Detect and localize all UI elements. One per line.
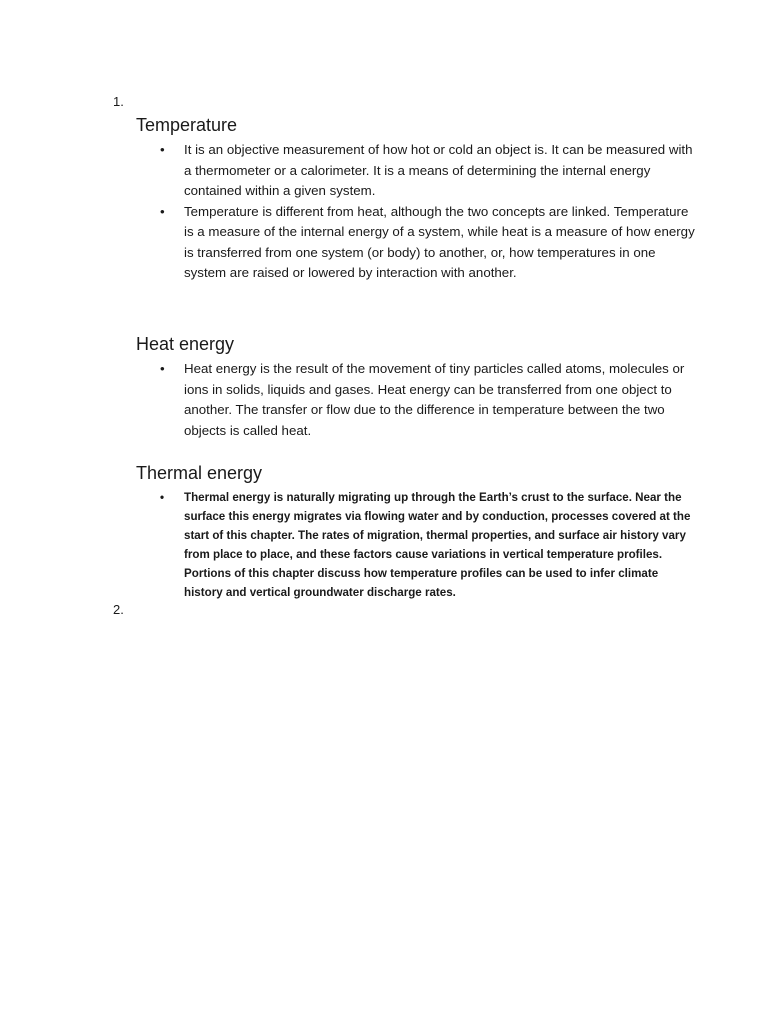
bullet-list [136, 140, 696, 284]
section-heat-energy [136, 333, 696, 441]
bullet-icon: • [160, 491, 165, 504]
bullet-list [136, 359, 696, 441]
bullet-text: Temperature is different from heat, although the two concepts are linked. Temperature is a measure of the internal energy of a system, while heat is a measure of how energy is transferred from one system (or body) to another, or, how temperatures in one system are raised or lowered by interaction with another. [184, 203, 695, 280]
list-item [136, 140, 696, 202]
bullet-list [136, 488, 696, 602]
list-item [136, 359, 696, 441]
section-heading: Heat energy [136, 334, 235, 354]
bullet-icon: • [160, 203, 165, 219]
section-heading: Thermal energy [136, 463, 263, 483]
list-item [136, 202, 696, 284]
bullet-text: It is an objective measurement of how hot or cold an object is. It can be measured with a thermometer or a calorimeter. It is a means of determining the internal energy contained within a given system. [184, 142, 693, 198]
list-number-2: 2. [113, 602, 124, 617]
list-item [136, 488, 696, 602]
bullet-icon: • [160, 361, 165, 376]
list-number-1: 1. [113, 94, 124, 109]
bullet-text: Thermal energy is naturally migrating up through the Earth’s crust to the surface. Near the surface this energy migrates via flowing water and by conduction, processes covered at the start of this chapter. The rates of migration, thermal properties, and surface air history vary from place to place, and these factors cause variations in vertical temperature profiles. Portions of this chapter discuss how temperature profiles can be used to infer climate history and vertical groundwater discharge rates. [184, 491, 691, 599]
section-thermal-energy [136, 462, 696, 602]
bullet-text: Heat energy is the result of the movement of tiny particles called atoms, molecules or ions in solids, liquids and gases. Heat energy can be transferred from one object to another. The transfer or flow due to the difference in temperature between the two objects is called heat. [184, 361, 685, 438]
section-temperature [136, 114, 696, 284]
bullet-icon: • [160, 142, 165, 157]
section-heading: Temperature [136, 115, 238, 135]
